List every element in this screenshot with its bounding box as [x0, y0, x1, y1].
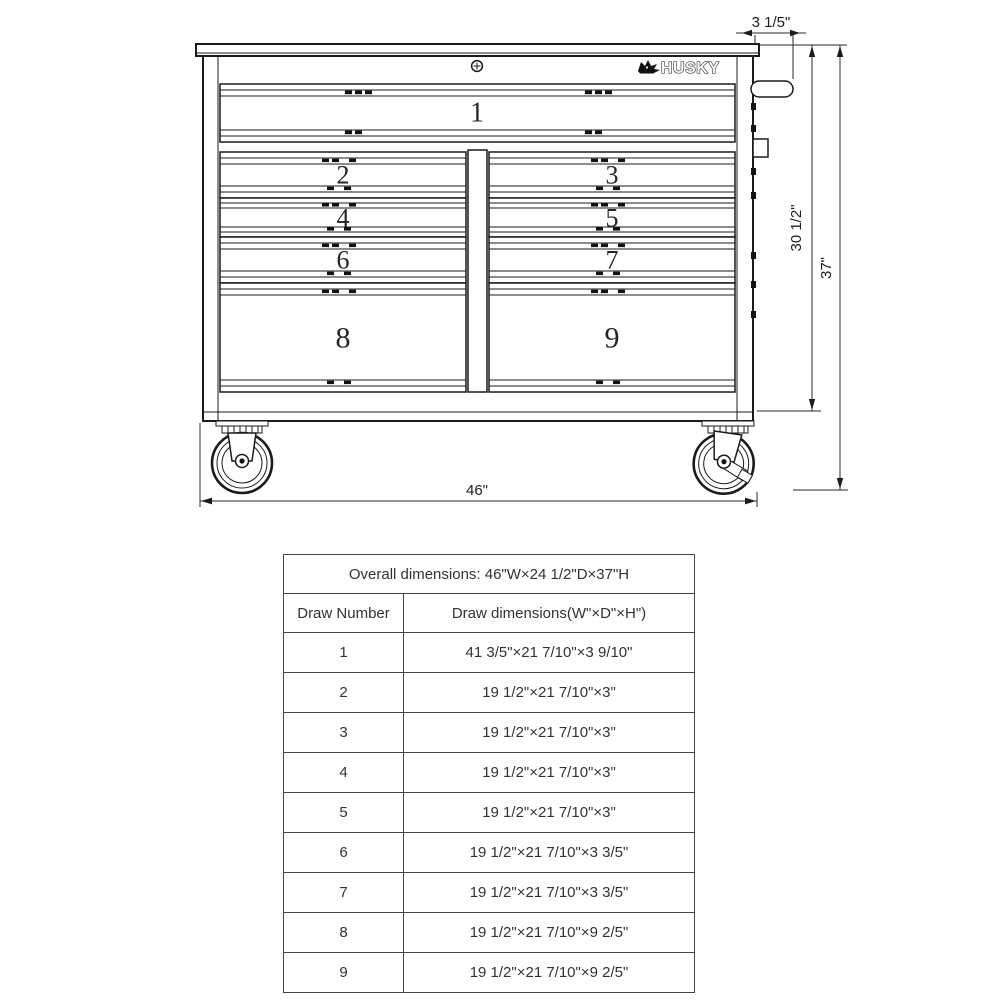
- dim-overall-height-label: 37": [818, 256, 835, 280]
- drawer-5-label: 5: [605, 203, 619, 233]
- draw-number-cell: 6: [284, 833, 404, 873]
- drawer-2: [220, 152, 466, 198]
- draw-number-cell: 7: [284, 873, 404, 913]
- drawer-8-label: 8: [335, 321, 351, 355]
- drawer-7: [489, 237, 735, 283]
- center-divider: [468, 150, 487, 392]
- draw-number-cell: 3: [284, 713, 404, 753]
- table-row: [284, 873, 695, 913]
- drawer-4-label: 4: [336, 203, 350, 233]
- draw-number-cell: 2: [284, 673, 404, 713]
- dim-overall-height: [793, 45, 848, 490]
- table-row: [284, 673, 695, 713]
- drawer-9: [489, 283, 735, 392]
- draw-dimensions-cell: 19 1/2"×21 7/10"×9 2/5": [404, 913, 695, 953]
- draw-dimensions-cell: 41 3/5"×21 7/10"×3 9/10": [404, 633, 695, 673]
- table-header-row: [284, 594, 695, 633]
- caster-left: [212, 421, 272, 493]
- draw-number-cell: 4: [284, 753, 404, 793]
- col-header-draw-number: Draw Number: [284, 594, 404, 633]
- table-row: [284, 913, 695, 953]
- drawer-5: [489, 198, 735, 237]
- drawer-4: [220, 198, 466, 237]
- drawer-6: [220, 237, 466, 283]
- table-row-overall: [284, 555, 695, 594]
- drawer-2-label: 2: [336, 160, 350, 190]
- table-row: [284, 713, 695, 753]
- draw-dimensions-cell: 19 1/2"×21 7/10"×3": [404, 713, 695, 753]
- drawer-3-label: 3: [605, 160, 619, 190]
- draw-dimensions-cell: 19 1/2"×21 7/10"×9 2/5": [404, 953, 695, 993]
- overall-dimensions-header: Overall dimensions: 46"W×24 1/2"D×37"H: [284, 555, 695, 594]
- draw-dimensions-cell: 19 1/2"×21 7/10"×3": [404, 753, 695, 793]
- draw-number-cell: 9: [284, 953, 404, 993]
- husky-logo-text: HUSKY: [661, 60, 720, 77]
- dim-body-height-label: 30 1/2": [788, 204, 805, 252]
- caster-right: [690, 421, 758, 498]
- draw-dimensions-cell: 19 1/2"×21 7/10"×3": [404, 793, 695, 833]
- dim-body-height: [757, 45, 847, 411]
- table-row: [284, 633, 695, 673]
- drawer-9-label: 9: [604, 321, 620, 355]
- dim-width-label: 46": [465, 482, 489, 499]
- draw-number-cell: 8: [284, 913, 404, 953]
- side-handle: [751, 81, 793, 97]
- draw-number-cell: 1: [284, 633, 404, 673]
- drawer-1-label: 1: [470, 97, 484, 129]
- lock-icon: [472, 61, 483, 72]
- table-row: [284, 753, 695, 793]
- side-bracket: [753, 139, 768, 157]
- dimensions-table: [283, 554, 695, 993]
- drawer-6-label: 6: [336, 245, 350, 275]
- draw-dimensions-cell: 19 1/2"×21 7/10"×3 3/5": [404, 873, 695, 913]
- draw-dimensions-cell: 19 1/2"×21 7/10"×3 3/5": [404, 833, 695, 873]
- draw-number-cell: 5: [284, 793, 404, 833]
- dim-width: [200, 423, 757, 507]
- cabinet-top-lid: [196, 44, 759, 56]
- table-row: [284, 953, 695, 993]
- table-row: [284, 793, 695, 833]
- drawer-3: [489, 152, 735, 198]
- drawer-8: [220, 283, 466, 392]
- drawer-7-label: 7: [605, 245, 619, 275]
- draw-dimensions-cell: 19 1/2"×21 7/10"×3": [404, 673, 695, 713]
- col-header-draw-dimensions: Draw dimensions(W"×D"×H"): [404, 594, 695, 633]
- dim-handle-label: 3 1/5": [751, 14, 791, 31]
- table-row: [284, 833, 695, 873]
- drawer-1: [220, 84, 735, 142]
